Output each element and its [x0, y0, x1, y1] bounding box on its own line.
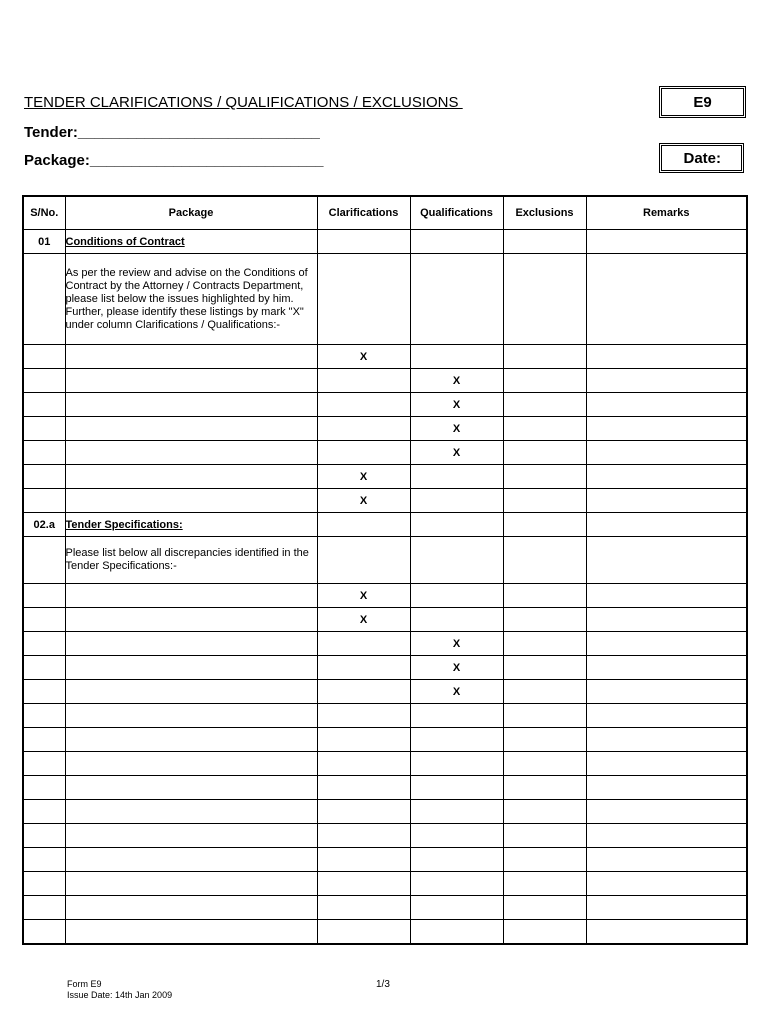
sno-cell[interactable]: [23, 584, 65, 608]
exclusion-cell[interactable]: [503, 776, 586, 800]
exclusion-cell[interactable]: [503, 824, 586, 848]
remarks-cell[interactable]: [586, 728, 747, 752]
date-box: Date:: [659, 143, 744, 173]
qualification-mark[interactable]: [410, 489, 503, 513]
qualification-mark[interactable]: X: [410, 441, 503, 465]
clarification-mark[interactable]: [317, 632, 410, 656]
exclusion-cell[interactable]: [503, 608, 586, 632]
remarks-cell[interactable]: [586, 417, 747, 441]
table-row: [23, 489, 747, 513]
empty-cell: [503, 537, 586, 584]
sno-cell[interactable]: [23, 752, 65, 776]
package-cell[interactable]: [65, 800, 317, 824]
empty-cell: [317, 230, 410, 254]
qualification-mark[interactable]: X: [410, 632, 503, 656]
clarification-mark[interactable]: X: [317, 608, 410, 632]
package-cell[interactable]: [65, 417, 317, 441]
package-field: Package:____________________________: [24, 152, 324, 169]
header-remarks: Remarks: [586, 196, 747, 230]
package-cell[interactable]: [65, 848, 317, 872]
qualification-mark[interactable]: [410, 704, 503, 728]
sno-cell[interactable]: [23, 824, 65, 848]
exclusion-cell[interactable]: [503, 465, 586, 489]
sno-cell[interactable]: [23, 704, 65, 728]
package-cell[interactable]: [65, 728, 317, 752]
exclusion-cell[interactable]: [503, 489, 586, 513]
clarification-mark[interactable]: [317, 896, 410, 920]
remarks-cell[interactable]: [586, 489, 747, 513]
exclusion-cell[interactable]: [503, 345, 586, 369]
form-code-box: E9: [659, 86, 746, 118]
qualification-mark[interactable]: [410, 872, 503, 896]
qualification-mark[interactable]: X: [410, 680, 503, 704]
header-clarifications: Clarifications: [317, 196, 410, 230]
clarification-mark[interactable]: [317, 728, 410, 752]
sno-cell[interactable]: [23, 632, 65, 656]
remarks-cell[interactable]: [586, 920, 747, 945]
package-cell[interactable]: [65, 608, 317, 632]
remarks-cell[interactable]: [586, 656, 747, 680]
sno-cell[interactable]: [23, 608, 65, 632]
table-row: [23, 728, 747, 752]
package-cell[interactable]: [65, 704, 317, 728]
qualification-mark[interactable]: [410, 752, 503, 776]
empty-cell: [410, 513, 503, 537]
package-cell[interactable]: [65, 896, 317, 920]
remarks-cell[interactable]: [586, 896, 747, 920]
section-title-row: [23, 230, 747, 254]
clarification-mark[interactable]: [317, 800, 410, 824]
table-row: [23, 680, 747, 704]
section-description-row: [23, 537, 747, 584]
package-cell[interactable]: [65, 489, 317, 513]
exclusion-cell[interactable]: [503, 369, 586, 393]
package-cell[interactable]: [65, 441, 317, 465]
package-cell[interactable]: [65, 872, 317, 896]
table-row: [23, 824, 747, 848]
empty-cell: [586, 230, 747, 254]
package-cell[interactable]: [65, 465, 317, 489]
exclusion-cell[interactable]: [503, 920, 586, 945]
table-body: [23, 230, 747, 945]
empty-cell: [23, 254, 65, 345]
clarification-mark[interactable]: [317, 393, 410, 417]
clarification-mark[interactable]: X: [317, 489, 410, 513]
qualification-mark[interactable]: [410, 824, 503, 848]
table-row: [23, 920, 747, 945]
remarks-cell[interactable]: [586, 465, 747, 489]
empty-cell: [317, 513, 410, 537]
clarification-mark[interactable]: [317, 848, 410, 872]
table-row: [23, 441, 747, 465]
remarks-cell[interactable]: [586, 608, 747, 632]
remarks-cell[interactable]: [586, 824, 747, 848]
exclusion-cell[interactable]: [503, 800, 586, 824]
table-row: [23, 752, 747, 776]
clarification-mark[interactable]: [317, 369, 410, 393]
remarks-cell[interactable]: [586, 441, 747, 465]
qualification-mark[interactable]: [410, 465, 503, 489]
package-cell[interactable]: [65, 393, 317, 417]
sno-cell[interactable]: [23, 800, 65, 824]
section-title: Conditions of Contract: [65, 230, 317, 254]
footer-form-label: Form E9: [67, 979, 102, 989]
clarification-mark[interactable]: [317, 680, 410, 704]
remarks-cell[interactable]: [586, 752, 747, 776]
package-cell[interactable]: [65, 584, 317, 608]
remarks-cell[interactable]: [586, 369, 747, 393]
sno-cell[interactable]: [23, 776, 65, 800]
sno-cell[interactable]: [23, 920, 65, 945]
qualification-mark[interactable]: [410, 776, 503, 800]
table-header-row: [23, 196, 747, 230]
package-cell[interactable]: [65, 680, 317, 704]
clarification-mark[interactable]: [317, 776, 410, 800]
qualification-mark[interactable]: X: [410, 393, 503, 417]
form-title: TENDER CLARIFICATIONS / QUALIFICATIONS / EXCLUSIONS: [24, 94, 463, 111]
clarification-mark[interactable]: [317, 656, 410, 680]
table-row: [23, 848, 747, 872]
remarks-cell[interactable]: [586, 680, 747, 704]
sno-cell[interactable]: [23, 393, 65, 417]
table-row: [23, 345, 747, 369]
table-row: [23, 417, 747, 441]
footer-form-info: [67, 979, 172, 1001]
exclusion-cell[interactable]: [503, 728, 586, 752]
remarks-cell[interactable]: [586, 872, 747, 896]
empty-cell: [410, 230, 503, 254]
header-exclusions: Exclusions: [503, 196, 586, 230]
empty-cell: [410, 254, 503, 345]
sno-cell[interactable]: [23, 896, 65, 920]
table-row: [23, 584, 747, 608]
exclusion-cell[interactable]: [503, 417, 586, 441]
exclusion-cell[interactable]: [503, 848, 586, 872]
package-cell[interactable]: [65, 776, 317, 800]
package-cell[interactable]: [65, 920, 317, 945]
empty-cell: [503, 254, 586, 345]
empty-cell: [503, 513, 586, 537]
clarification-mark[interactable]: [317, 417, 410, 441]
table-row: [23, 776, 747, 800]
package-cell[interactable]: [65, 752, 317, 776]
qualification-mark[interactable]: [410, 608, 503, 632]
clarification-mark[interactable]: X: [317, 345, 410, 369]
empty-cell: [586, 254, 747, 345]
package-cell[interactable]: [65, 656, 317, 680]
tender-field: Tender:_____________________________: [24, 124, 320, 141]
empty-cell: [23, 537, 65, 584]
empty-cell: [317, 254, 410, 345]
clarifications-table: [22, 195, 748, 945]
clarification-mark[interactable]: [317, 872, 410, 896]
empty-cell: [317, 537, 410, 584]
exclusion-cell[interactable]: [503, 896, 586, 920]
empty-cell: [586, 513, 747, 537]
qualification-mark[interactable]: [410, 728, 503, 752]
table-row: [23, 656, 747, 680]
sno-cell[interactable]: [23, 656, 65, 680]
section-number: 02.a: [23, 513, 65, 537]
footer-page-number: 1/3: [376, 979, 390, 990]
table-row: [23, 800, 747, 824]
qualification-mark[interactable]: [410, 920, 503, 945]
empty-cell: [586, 537, 747, 584]
remarks-cell[interactable]: [586, 776, 747, 800]
exclusion-cell[interactable]: [503, 656, 586, 680]
sno-cell[interactable]: [23, 417, 65, 441]
qualification-mark[interactable]: X: [410, 369, 503, 393]
clarification-mark[interactable]: [317, 704, 410, 728]
table-row: [23, 872, 747, 896]
sno-cell[interactable]: [23, 872, 65, 896]
sno-cell[interactable]: [23, 369, 65, 393]
sno-cell[interactable]: [23, 680, 65, 704]
qualification-mark[interactable]: X: [410, 656, 503, 680]
package-cell[interactable]: [65, 632, 317, 656]
header-sno: S/No.: [23, 196, 65, 230]
empty-cell: [410, 537, 503, 584]
header-package: Package: [65, 196, 317, 230]
footer-issue-date: Issue Date: 14th Jan 2009: [67, 990, 173, 1000]
section-number: 01: [23, 230, 65, 254]
qualification-mark[interactable]: [410, 584, 503, 608]
section-description: As per the review and advise on the Conditions of Contract by the Attorney / Contracts Department, please list below the issues highlighted by him. Further, please identify these listings by mark "X" under column Clarifications / Qualifications:-: [65, 254, 317, 345]
remarks-cell[interactable]: [586, 584, 747, 608]
package-cell[interactable]: [65, 369, 317, 393]
clarification-mark[interactable]: [317, 752, 410, 776]
qualification-mark[interactable]: [410, 345, 503, 369]
remarks-cell[interactable]: [586, 632, 747, 656]
section-description: Please list below all discrepancies identified in the Tender Specifications:-: [65, 537, 317, 584]
exclusion-cell[interactable]: [503, 872, 586, 896]
remarks-cell[interactable]: [586, 393, 747, 417]
section-description-row: [23, 254, 747, 345]
header-qualifications: Qualifications: [410, 196, 503, 230]
table-row: [23, 465, 747, 489]
clarification-mark[interactable]: X: [317, 465, 410, 489]
qualification-mark[interactable]: [410, 896, 503, 920]
sno-cell[interactable]: [23, 728, 65, 752]
remarks-cell[interactable]: [586, 800, 747, 824]
clarification-mark[interactable]: [317, 441, 410, 465]
qualification-mark[interactable]: [410, 848, 503, 872]
sno-cell[interactable]: [23, 465, 65, 489]
package-cell[interactable]: [65, 345, 317, 369]
exclusion-cell[interactable]: [503, 632, 586, 656]
table-row: [23, 608, 747, 632]
section-title-row: [23, 513, 747, 537]
exclusion-cell[interactable]: [503, 393, 586, 417]
clarification-mark[interactable]: [317, 824, 410, 848]
qualification-mark[interactable]: [410, 800, 503, 824]
table-row: [23, 704, 747, 728]
sno-cell[interactable]: [23, 441, 65, 465]
table-row: [23, 896, 747, 920]
qualification-mark[interactable]: X: [410, 417, 503, 441]
remarks-cell[interactable]: [586, 704, 747, 728]
sno-cell[interactable]: [23, 489, 65, 513]
table-row: [23, 632, 747, 656]
sno-cell[interactable]: [23, 848, 65, 872]
empty-cell: [503, 230, 586, 254]
package-cell[interactable]: [65, 824, 317, 848]
table-row: [23, 369, 747, 393]
exclusion-cell[interactable]: [503, 584, 586, 608]
exclusion-cell[interactable]: [503, 704, 586, 728]
sno-cell[interactable]: [23, 345, 65, 369]
remarks-cell[interactable]: [586, 848, 747, 872]
table-row: [23, 393, 747, 417]
clarification-mark[interactable]: X: [317, 584, 410, 608]
remarks-cell[interactable]: [586, 345, 747, 369]
exclusion-cell[interactable]: [503, 752, 586, 776]
exclusion-cell[interactable]: [503, 680, 586, 704]
clarification-mark[interactable]: [317, 920, 410, 945]
section-title: Tender Specifications:: [65, 513, 317, 537]
exclusion-cell[interactable]: [503, 441, 586, 465]
